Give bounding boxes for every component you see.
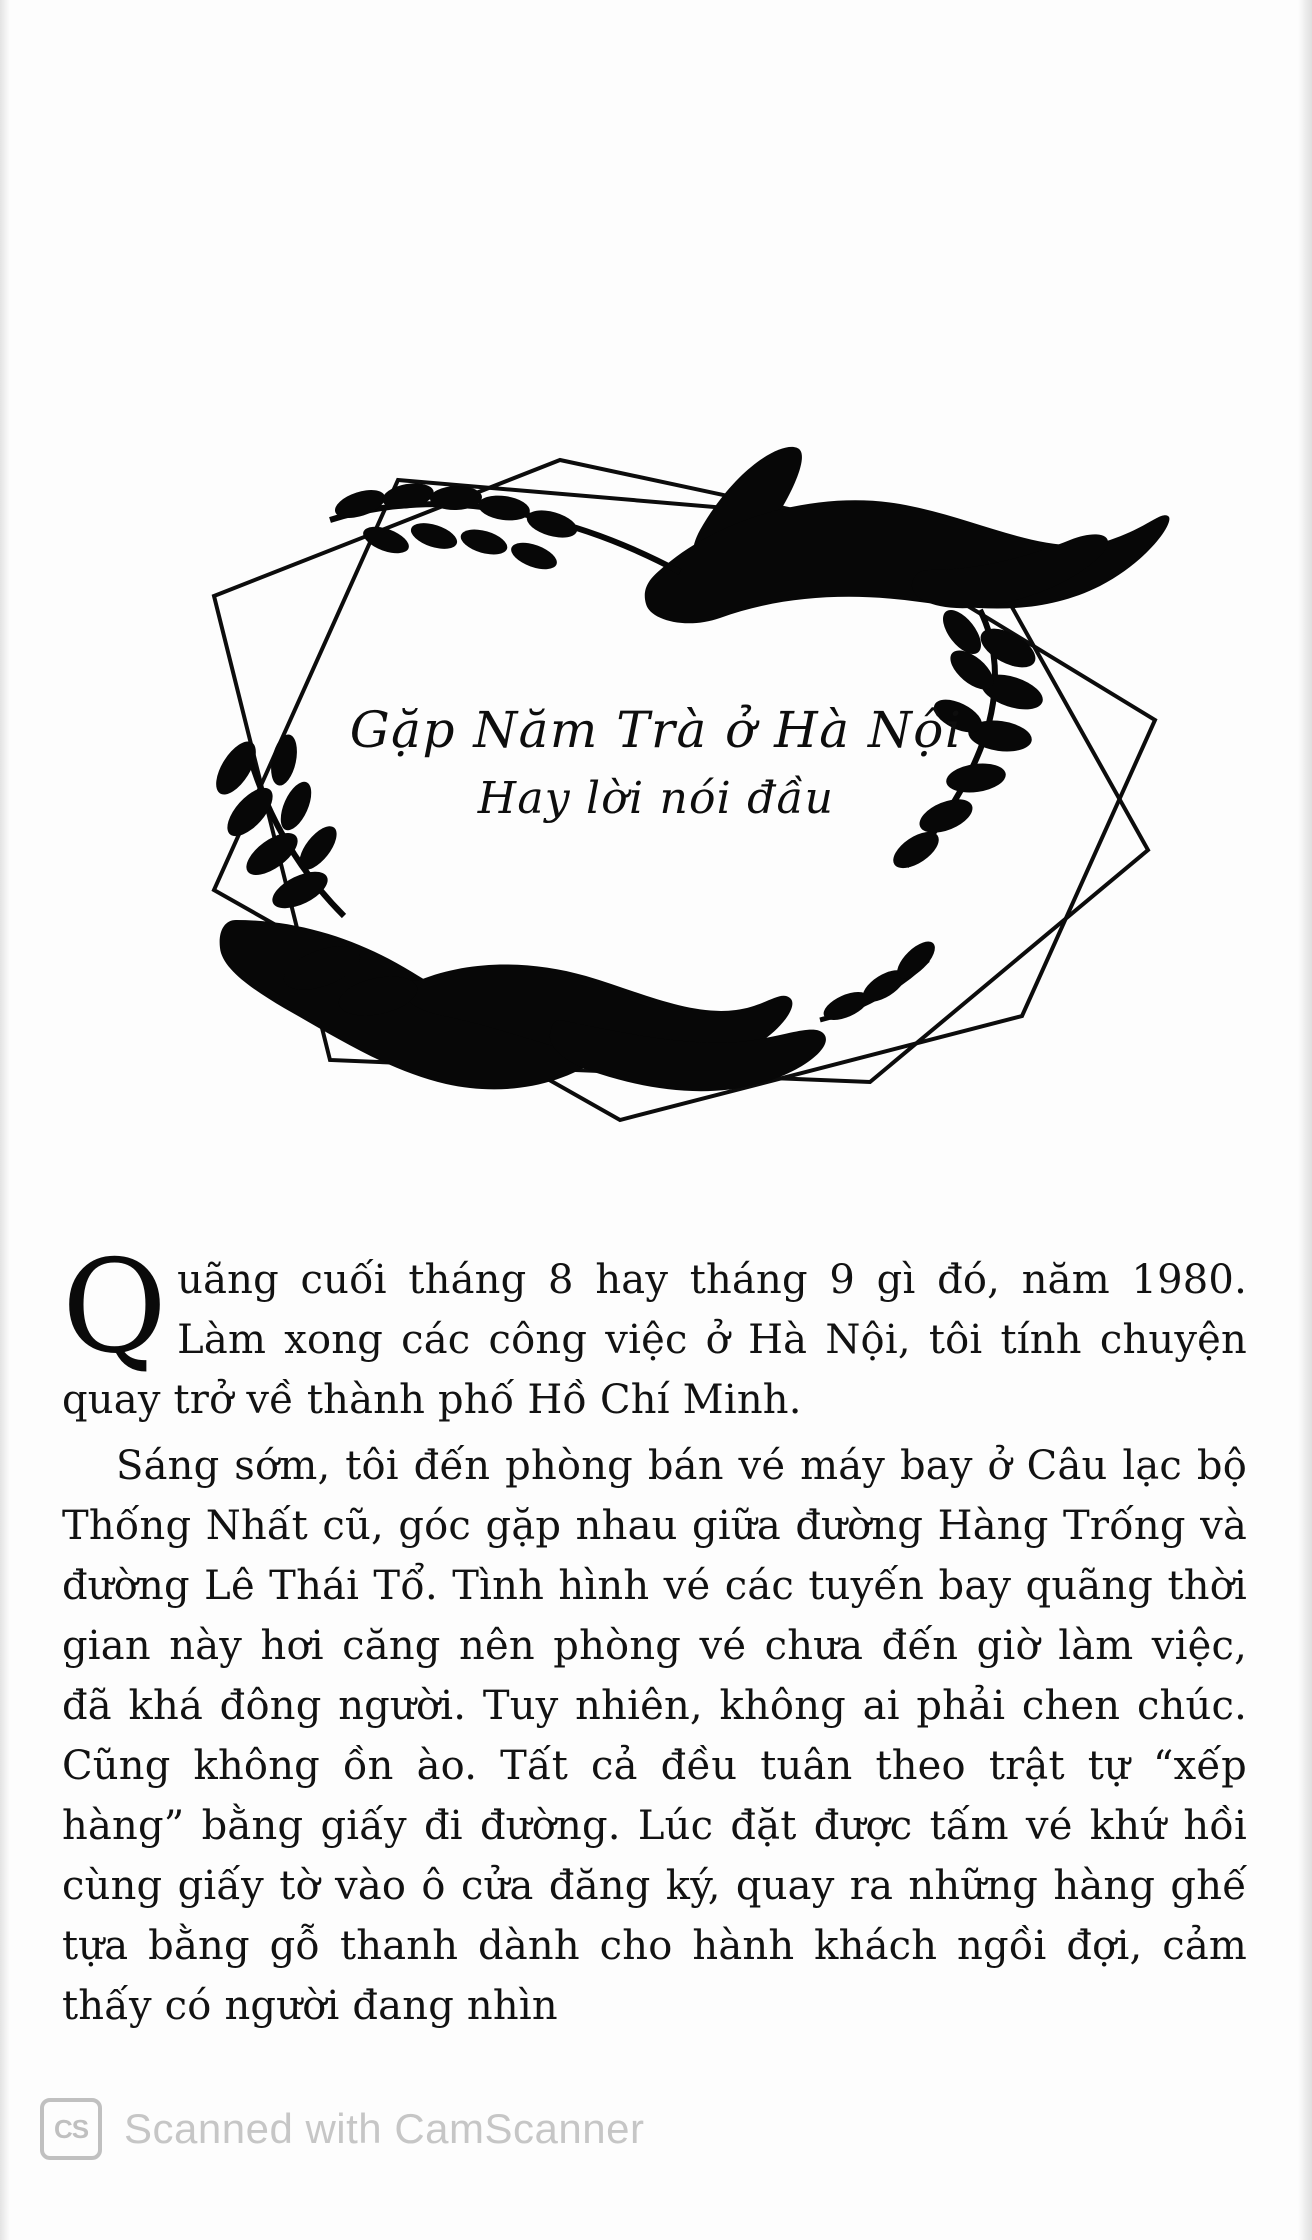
chapter-subtitle: Hay lời nói đầu bbox=[477, 773, 835, 824]
camscanner-badge-icon: CS bbox=[40, 2098, 102, 2160]
chapter-title: Gặp Năm Trà ở Hà Nội bbox=[349, 701, 963, 759]
camscanner-watermark bbox=[40, 2098, 644, 2160]
paragraph-1 bbox=[62, 1233, 1247, 1430]
paragraph-2: Sáng sớm, tôi đến phòng bán vé máy bay ở Câu lạc bộ Thống Nhất cũ, góc gặp nhau giữa đường Hàng Trống và đường Lê Thái Tổ. Tình hình vé các tuyến bay quãng thời gian này hơi căng nên phòng vé chưa đến giờ làm việc, đã khá đông người. Tuy nhiên, không ai phải chen chúc. Cũng không ồn ào. Tất cả đều tuân theo trật tự “xếp hàng” bằng giấy đi đường. Lúc đặt được tấm vé khứ hồi cùng giấy tờ vào ô cửa đăng ký, quay ra những hàng ghế tựa bằng gỗ thanh dành cho hành khách ngồi đợi, cảm thấy có người đang nhìn bbox=[62, 1443, 1247, 2029]
chapter-ornament bbox=[0, 420, 1312, 1180]
paragraph-1-text: uãng cuối tháng 8 hay tháng 9 gì đó, năm 1980. Làm xong các công việc ở Hà Nội, tôi tính chuyện quay trở về thành phố Hồ Chí Minh. bbox=[62, 1257, 1247, 1423]
camscanner-watermark-text: Scanned with CamScanner bbox=[124, 2105, 645, 2152]
floral-hexagon-wreath-icon bbox=[0, 420, 1312, 1180]
body-text bbox=[62, 1233, 1247, 2042]
drop-cap: Q bbox=[62, 1233, 168, 1382]
